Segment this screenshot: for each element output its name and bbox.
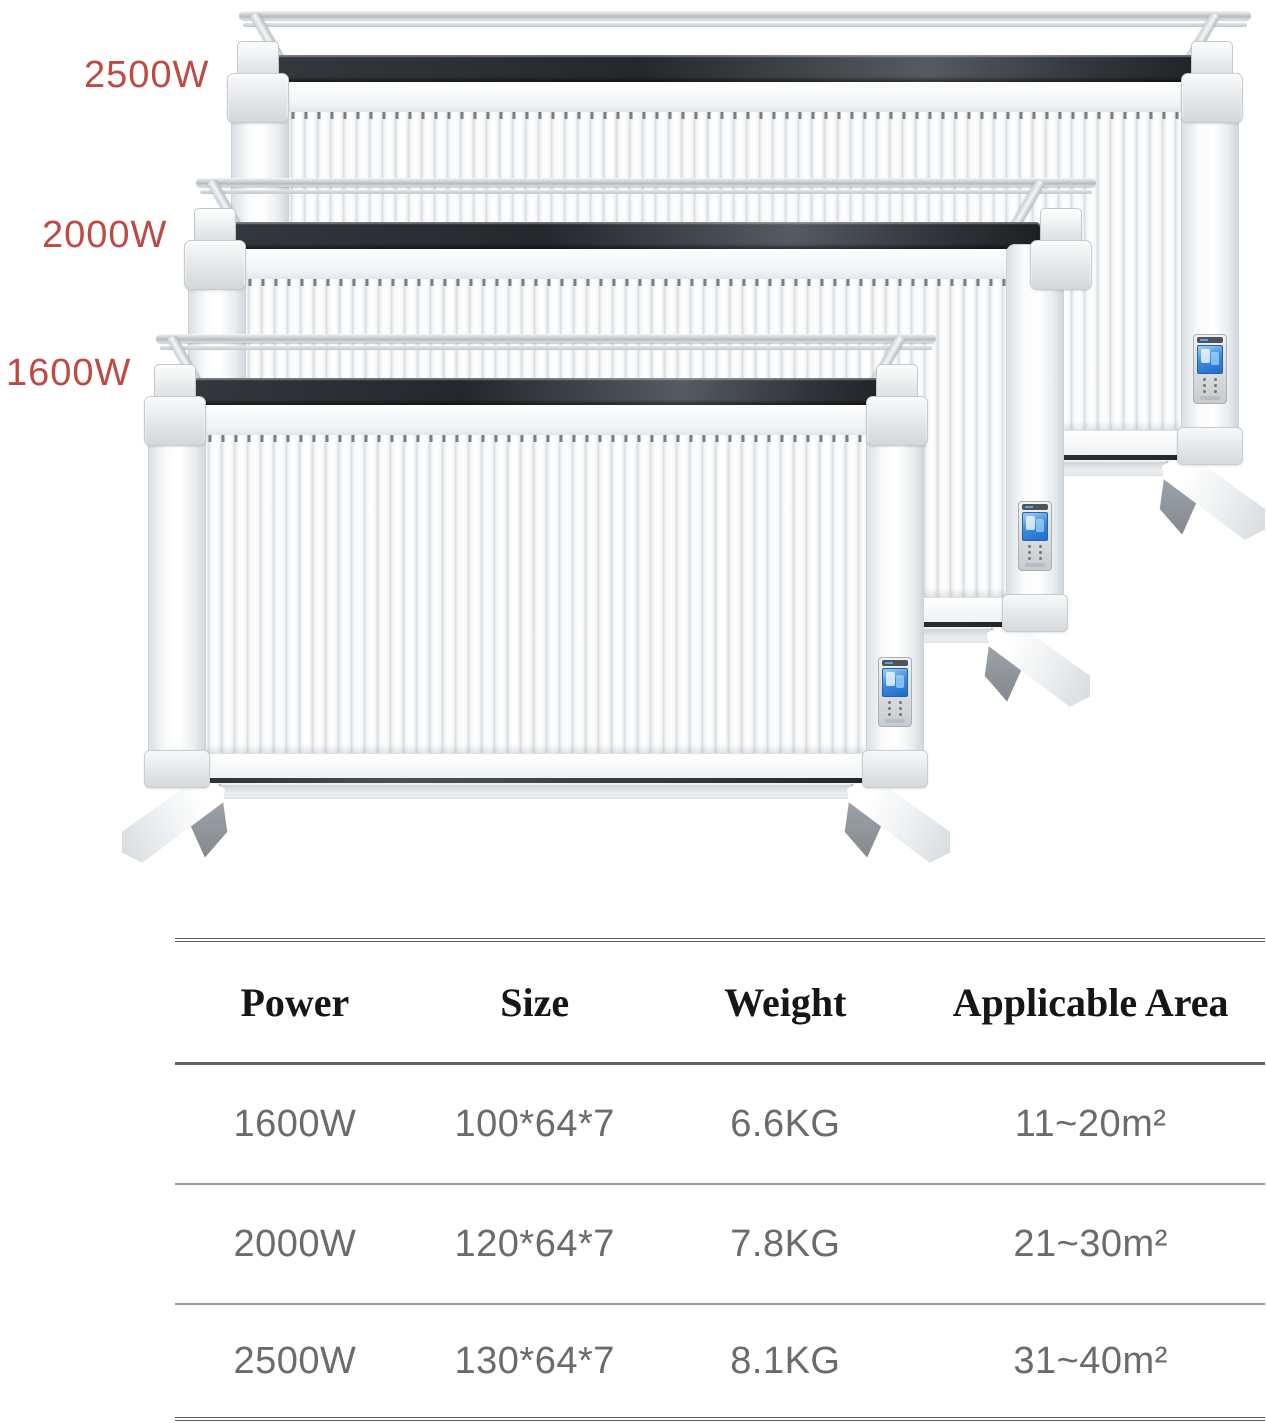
towel-rail [239,11,1251,20]
cell-weight: 6.6KG [730,1102,841,1145]
header-power: Power [240,979,350,1025]
button-dot [899,713,902,716]
power-label-2500w: 2500W [84,54,210,96]
button-dot [1028,551,1031,554]
towel-rail-lower-bar [200,190,1092,194]
panel-brand-strip [882,660,908,666]
spec-table-header-row [175,938,1265,1065]
button-dot [899,701,902,704]
cell-size: 120*64*7 [454,1222,615,1265]
top-trim [247,81,1223,113]
side-column-right [866,400,924,758]
cell-size: 100*64*7 [454,1102,615,1145]
button-dot [888,701,891,704]
panel-brand-strip [1197,337,1223,343]
heater-1600w [150,378,922,868]
panel-footer-strip [885,719,905,723]
control-panel [1193,334,1227,404]
button-dot [1214,384,1217,387]
heater-top-bar [172,378,900,405]
button-dot [1203,384,1206,387]
control-panel [878,657,912,727]
base-bar [190,753,882,799]
foot-right [978,626,1090,712]
button-dot [1028,557,1031,560]
panel-buttons [1196,375,1224,394]
heater-top-bar [212,222,1040,249]
spec-row-2000w [175,1183,1265,1303]
button-dot [1203,390,1206,393]
lcd-screen [1022,512,1048,541]
column-foot-cap-right [1002,594,1068,632]
button-dot [1214,378,1217,381]
heater-top-bar [255,55,1215,82]
spec-row-1600w [175,1065,1265,1183]
foot-right [838,782,950,868]
cell-power: 1600W [233,1102,357,1145]
foot-right [1153,459,1265,545]
panel-buttons [1021,542,1049,561]
button-dot [1214,390,1217,393]
side-column-right [1006,244,1064,602]
rail-bracket-right [1181,41,1243,123]
side-column-left [148,400,206,758]
towel-rail [196,178,1096,187]
cell-area: 11~20m² [1014,1102,1167,1145]
side-column-right [1181,77,1239,435]
button-dot [1039,545,1042,548]
column-foot-cap-right [1177,427,1243,465]
lcd-screen [1197,345,1223,374]
button-dot [888,707,891,710]
ribbed-panel [204,435,868,753]
rail-bracket-right [1030,208,1092,290]
top-trim [164,404,908,436]
panel-buttons [881,698,909,717]
foot-left [122,782,234,868]
towel-rail-lower-bar [160,346,932,350]
panel-brand-strip [1022,504,1048,510]
cell-size: 130*64*7 [454,1339,615,1382]
cell-area: 31~40m² [1013,1339,1168,1382]
cell-power: 2500W [233,1339,357,1382]
rail-bracket-right [866,364,928,446]
lcd-screen [882,668,908,697]
cell-weight: 8.1KG [730,1339,841,1382]
header-size: Size [500,979,570,1025]
rail-bracket-left [144,364,206,446]
control-panel [1018,501,1052,571]
top-trim [204,248,1048,280]
panel-footer-strip [1025,563,1045,567]
spec-row-2500w [175,1303,1265,1421]
button-dot [888,713,891,716]
power-label-2000w: 2000W [42,214,168,256]
rail-bracket-left [184,208,246,290]
power-label-1600w: 1600W [6,352,132,394]
button-dot [899,707,902,710]
towel-rail-lower-bar [243,23,1247,27]
cell-area: 21~30m² [1013,1222,1168,1265]
header-weight: Weight [724,979,847,1025]
cell-weight: 7.8KG [730,1222,841,1265]
towel-rail [156,334,936,343]
button-dot [1203,378,1206,381]
spec-table [175,938,1265,1421]
panel-footer-strip [1200,396,1220,400]
rail-bracket-left [227,41,289,123]
button-dot [1039,557,1042,560]
column-foot-cap-right [862,750,928,788]
cell-power: 2000W [233,1222,357,1265]
button-dot [1028,545,1031,548]
button-dot [1039,551,1042,554]
header-applicable-area: Applicable Area [952,979,1229,1025]
column-foot-cap-left [144,750,210,788]
